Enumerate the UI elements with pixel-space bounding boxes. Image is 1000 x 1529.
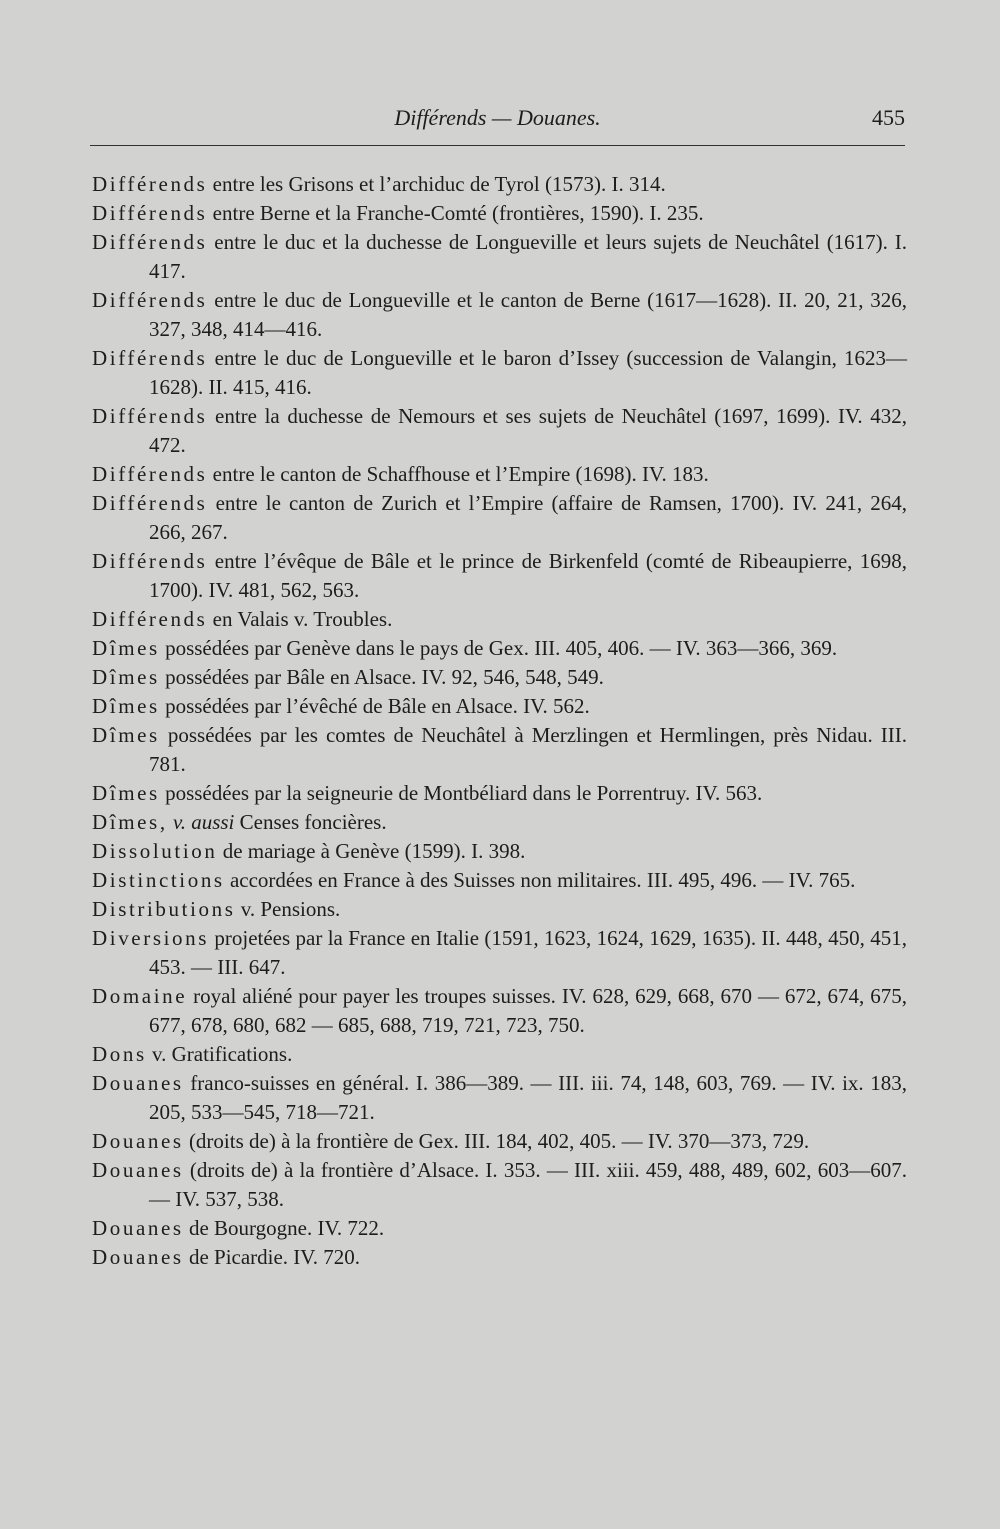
entry-text: projetées par la France en Italie (1591, 1623, 1624, 1629, 1635). II. 448, 450, 451, 453. — III. 647. <box>149 926 908 979</box>
entry-keyword: Diversions <box>92 926 209 950</box>
index-entry <box>92 1156 907 1214</box>
index-entry <box>92 460 907 489</box>
index-entry <box>92 663 907 692</box>
entry-keyword: Dissolution <box>92 839 218 863</box>
index-entry <box>92 344 907 402</box>
entry-keyword: Dîmes <box>92 723 160 747</box>
entry-keyword: Différends <box>92 172 208 196</box>
entry-text: entre le canton de Zurich et l’Empire (affaire de Ramsen, 1700). IV. 241, 264, 266, 267. <box>149 491 907 544</box>
index-entry <box>92 170 907 199</box>
entry-keyword: Différends <box>92 462 208 486</box>
entry-text: entre le duc et la duchesse de Longueville et leurs sujets de Neuchâtel (1617). I. 417. <box>149 230 908 283</box>
running-header <box>90 105 905 139</box>
entry-keyword: Douanes <box>92 1245 184 1269</box>
index-entry <box>92 547 907 605</box>
entry-text: en Valais v. Troubles. <box>212 607 393 631</box>
entry-keyword: Différends <box>92 404 208 428</box>
entry-keyword: Différends <box>92 549 208 573</box>
entry-keyword: Distributions <box>92 897 236 921</box>
entry-keyword: Dîmes <box>92 694 160 718</box>
index-entry <box>92 837 907 866</box>
entry-text: (droits de) à la frontière de Gex. III. 184, 402, 405. — IV. 370—373, 729. <box>188 1129 810 1153</box>
index-entry <box>92 1127 907 1156</box>
entry-keyword: Différends <box>92 491 208 515</box>
entry-text: de Picardie. IV. 720. <box>188 1245 361 1269</box>
entry-text: entre Berne et la Franche-Comté (frontières, 1590). I. 235. <box>212 201 704 225</box>
entry-keyword: Domaine <box>92 984 188 1008</box>
entry-keyword: Différends <box>92 607 208 631</box>
entry-keyword: Douanes <box>92 1071 184 1095</box>
entry-keyword: Différends <box>92 288 208 312</box>
header-rule <box>90 145 905 146</box>
index-entry <box>92 982 907 1040</box>
entry-text: entre les Grisons et l’archiduc de Tyrol (1573). I. 314. <box>212 172 666 196</box>
entry-text: (droits de) à la frontière d’Alsace. I. 353. — III. xiii. 459, 488, 489, 602, 603—607. — IV. 537, 538. <box>149 1158 908 1211</box>
entry-keyword: Dîmes <box>92 665 160 689</box>
index-entry <box>92 924 907 982</box>
entry-text: de mariage à Genève (1599). I. 398. <box>222 839 526 863</box>
entry-text: possédées par Genève dans le pays de Gex. III. 405, 406. — IV. 363—366, 369. <box>165 636 838 660</box>
entry-text: royal aliéné pour payer les troupes suisses. IV. 628, 629, 668, 670 — 672, 674, 675, 677, 678, 680, 682 — 685, 688, 719, 721, 723, 750. <box>149 984 907 1037</box>
index-entry <box>92 199 907 228</box>
index-entry <box>92 1243 907 1272</box>
entry-keyword: Dîmes <box>92 781 160 805</box>
entry-text: accordées en France à des Suisses non militaires. III. 495, 496. — IV. 765. <box>229 868 856 892</box>
entry-keyword: Différends <box>92 346 208 370</box>
index-entry <box>92 721 907 779</box>
entry-text: entre le canton de Schaffhouse et l’Empire (1698). IV. 183. <box>212 462 709 486</box>
entry-text: entre le duc de Longueville et le canton de Berne (1617—1628). II. 20, 21, 326, 327, 348, 414—416. <box>149 288 907 341</box>
entry-text: Censes foncières. <box>239 810 387 834</box>
index-entry <box>92 605 907 634</box>
entry-text: entre la duchesse de Nemours et ses sujets de Neuchâtel (1697, 1699). IV. 432, 472. <box>149 404 907 457</box>
entry-keyword: Douanes <box>92 1216 184 1240</box>
index-entry <box>92 228 907 286</box>
entry-keyword: Différends <box>92 201 208 225</box>
entry-text: v. Pensions. <box>240 897 341 921</box>
index-entries <box>92 170 907 1272</box>
entry-keyword: Dîmes, <box>92 810 168 834</box>
index-entry <box>92 286 907 344</box>
index-entry <box>92 866 907 895</box>
entry-keyword: Distinctions <box>92 868 225 892</box>
index-entry <box>92 1214 907 1243</box>
running-title: Différends — Douanes. <box>394 105 601 130</box>
index-entry <box>92 1040 907 1069</box>
entry-text: possédées par Bâle en Alsace. IV. 92, 546, 548, 549. <box>165 665 604 689</box>
entry-text: possédées par la seigneurie de Montbéliard dans le Porrentruy. IV. 563. <box>165 781 763 805</box>
entry-keyword: Douanes <box>92 1129 184 1153</box>
index-entry <box>92 808 907 837</box>
entry-text: possédées par l’évêché de Bâle en Alsace. IV. 562. <box>165 694 590 718</box>
index-entry <box>92 779 907 808</box>
entry-text: possédées par les comtes de Neuchâtel à Merzlingen et Hermlingen, près Nidau. III. 781. <box>149 723 908 776</box>
entry-text: de Bourgogne. IV. 722. <box>188 1216 385 1240</box>
index-entry <box>92 489 907 547</box>
index-entry <box>92 895 907 924</box>
entry-text: entre le duc de Longueville et le baron d’Issey (succession de Valangin, 1623—1628). II. 415, 416. <box>149 346 907 399</box>
entry-see-also: v. aussi <box>172 810 235 834</box>
index-entry <box>92 692 907 721</box>
entry-keyword: Dons <box>92 1042 147 1066</box>
entry-text: franco-suisses en général. I. 386—389. — III. iii. 74, 148, 603, 769. — IV. ix. 183, 205, 533—545, 718—721. <box>149 1071 907 1124</box>
index-entry <box>92 1069 907 1127</box>
entry-keyword: Dîmes <box>92 636 160 660</box>
entry-text: v. Gratifications. <box>152 1042 293 1066</box>
index-entry <box>92 402 907 460</box>
entry-keyword: Douanes <box>92 1158 184 1182</box>
page-number: 455 <box>872 105 905 130</box>
index-entry <box>92 634 907 663</box>
entry-keyword: Différends <box>92 230 208 254</box>
entry-text: entre l’évêque de Bâle et le prince de Birkenfeld (comté de Ribeaupierre, 1698, 1700). IV. 481, 562, 563. <box>149 549 908 602</box>
